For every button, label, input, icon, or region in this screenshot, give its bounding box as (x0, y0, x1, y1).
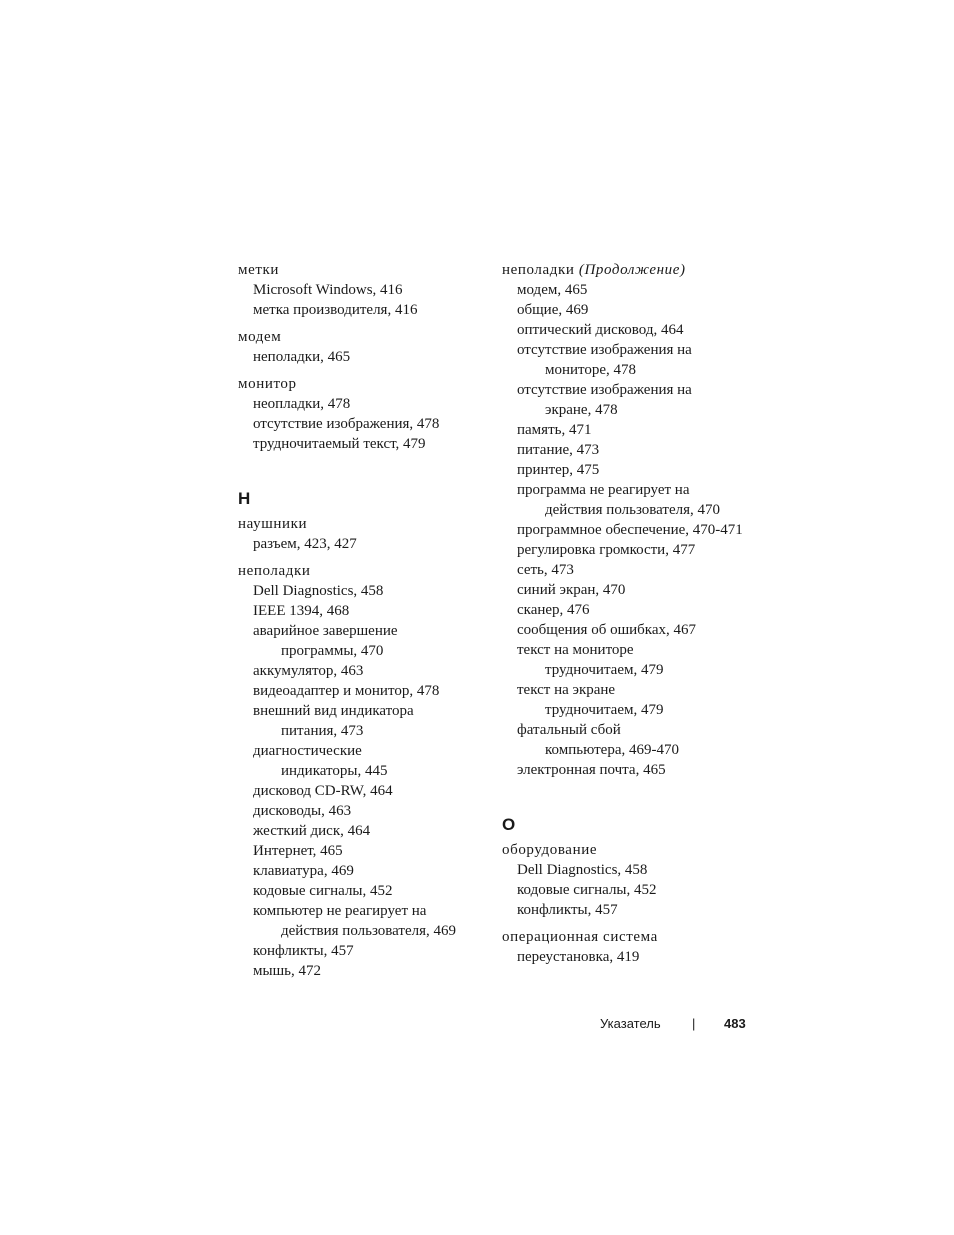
entry-text: электронная почта, 465 (517, 762, 666, 778)
index-subentry (238, 534, 488, 554)
index-subentry-continuation (502, 400, 752, 420)
index-subentry-continuation (238, 761, 488, 781)
page-footer (600, 1015, 746, 1033)
footer-separator: | (692, 1016, 696, 1031)
entry-text: метки (238, 262, 280, 278)
entry-text: неопладки, 478 (253, 396, 351, 412)
index-subentry (502, 580, 752, 600)
index-subentry (502, 947, 752, 967)
index-subentry (502, 340, 752, 360)
section-letter (238, 487, 488, 511)
index-subentry (502, 280, 752, 300)
index-column-right (502, 260, 752, 967)
index-subentry-continuation (502, 500, 752, 520)
entry-text: метка производителя, 416 (253, 302, 418, 318)
entry-text: дисковод CD-RW, 464 (253, 783, 393, 799)
entry-text: сообщения об ошибках, 467 (517, 622, 697, 638)
entry-text: компьютера, 469-470 (545, 742, 679, 758)
index-subentry (238, 781, 488, 801)
index-subentry (238, 280, 488, 300)
index-subentry (502, 720, 752, 740)
index-term (238, 327, 488, 347)
entry-text: питания, 473 (281, 723, 364, 739)
index-subentry (502, 880, 752, 900)
index-subentry (502, 320, 752, 340)
index-subentry (502, 460, 752, 480)
entry-text: О (502, 815, 516, 834)
entry-text: действия пользователя, 469 (281, 923, 457, 939)
index-subentry (238, 801, 488, 821)
index-term (238, 561, 488, 581)
entry-text: конфликты, 457 (253, 943, 354, 959)
entry-text: неполадки (238, 563, 311, 579)
entry-text: аккумулятор, 463 (253, 663, 364, 679)
entry-text: память, 471 (517, 422, 592, 438)
index-subentry (502, 620, 752, 640)
index-subentry-continuation (238, 721, 488, 741)
entry-text: диагностические (253, 743, 362, 759)
index-subentry (238, 434, 488, 454)
index-term (238, 260, 488, 280)
index-subentry (238, 394, 488, 414)
index-subentry (238, 347, 488, 367)
entry-text: текст на экране (517, 682, 616, 698)
index-subentry (502, 520, 752, 540)
index-subentry (238, 601, 488, 621)
entry-text: конфликты, 457 (517, 902, 618, 918)
section-letter (502, 813, 752, 837)
entry-text: трудночитаемый текст, 479 (253, 436, 426, 452)
index-term (502, 260, 752, 280)
footer-section-title: Указатель (600, 1016, 661, 1031)
entry-text: Интернет, 465 (253, 843, 343, 859)
entry-text: общие, 469 (517, 302, 589, 318)
index-subentry-continuation (502, 740, 752, 760)
index-term (502, 927, 752, 947)
index-subentry-continuation (502, 700, 752, 720)
entry-text: неполадки, 465 (253, 349, 351, 365)
entry-text: программа не реагирует на (517, 482, 690, 498)
entry-text: действия пользователя, 470 (545, 502, 721, 518)
entry-text: кодовые сигналы, 452 (517, 882, 657, 898)
entry-text: трудночитаем, 479 (545, 662, 664, 678)
entry-text: клавиатура, 469 (253, 863, 354, 879)
index-subentry (502, 600, 752, 620)
entry-text: принтер, 475 (517, 462, 600, 478)
entry-text: Н (238, 489, 251, 508)
entry-text: дисководы, 463 (253, 803, 352, 819)
index-subentry (502, 900, 752, 920)
entry-text: оптический дисковод, 464 (517, 322, 684, 338)
entry-text: видеоадаптер и монитор, 478 (253, 683, 440, 699)
entry-text: операционная система (502, 929, 658, 945)
entry-text: Dell Diagnostics, 458 (253, 583, 384, 599)
index-subentry (238, 841, 488, 861)
index-subentry (502, 560, 752, 580)
entry-text: переустановка, 419 (517, 949, 640, 965)
index-term (238, 514, 488, 534)
continued-label: (Продолжение) (578, 262, 686, 278)
entry-text: мышь, 472 (253, 963, 321, 979)
entry-text: питание, 473 (517, 442, 600, 458)
index-subentry (502, 540, 752, 560)
page-number: 483 (724, 1016, 746, 1031)
index-subentry (502, 640, 752, 660)
index-subentry (502, 440, 752, 460)
entry-text: фатальный сбой (517, 722, 621, 738)
index-subentry (502, 420, 752, 440)
entry-text: трудночитаем, 479 (545, 702, 664, 718)
index-subentry (238, 881, 488, 901)
index-subentry (502, 680, 752, 700)
index-subentry (238, 961, 488, 981)
entry-text: сеть, 473 (517, 562, 574, 578)
index-subentry (238, 621, 488, 641)
entry-text: Microsoft Windows, 416 (253, 282, 403, 298)
entry-text: IEEE 1394, 468 (253, 603, 350, 619)
index-column-left (238, 260, 488, 981)
index-subentry (502, 860, 752, 880)
entry-text: жесткий диск, 464 (253, 823, 371, 839)
index-subentry (502, 380, 752, 400)
index-subentry (502, 300, 752, 320)
entry-text: модем (238, 329, 282, 345)
entry-text: неполадки (502, 262, 575, 278)
entry-text: модем, 465 (517, 282, 588, 298)
index-subentry-continuation (238, 641, 488, 661)
entry-text: аварийное завершение (253, 623, 398, 639)
entry-text: текст на мониторе (517, 642, 634, 658)
entry-text: программное обеспечение, 470-471 (517, 522, 743, 538)
entry-text: индикаторы, 445 (281, 763, 388, 779)
index-subentry (238, 414, 488, 434)
index-subentry-continuation (238, 921, 488, 941)
entry-text: программы, 470 (281, 643, 384, 659)
index-subentry (238, 300, 488, 320)
index-term (502, 840, 752, 860)
index-subentry (238, 661, 488, 681)
entry-text: разъем, 423, 427 (253, 536, 357, 552)
entry-text: оборудование (502, 842, 598, 858)
entry-text: компьютер не реагирует на (253, 903, 427, 919)
entry-text: мониторе, 478 (545, 362, 637, 378)
index-subentry (238, 741, 488, 761)
entry-text: Dell Diagnostics, 458 (517, 862, 648, 878)
index-subentry (238, 821, 488, 841)
index-subentry (502, 760, 752, 780)
index-subentry-continuation (502, 660, 752, 680)
index-subentry-continuation (502, 360, 752, 380)
index-subentry (238, 941, 488, 961)
entry-text: регулировка громкости, 477 (517, 542, 696, 558)
entry-text: экране, 478 (545, 402, 618, 418)
index-subentry (238, 701, 488, 721)
index-subentry (238, 901, 488, 921)
index-subentry (238, 581, 488, 601)
entry-text: отсутствие изображения на (517, 342, 692, 358)
index-subentry (238, 681, 488, 701)
entry-text: наушники (238, 516, 308, 532)
entry-text: внешний вид индикатора (253, 703, 414, 719)
index-subentry (502, 480, 752, 500)
entry-text: кодовые сигналы, 452 (253, 883, 393, 899)
index-term (238, 374, 488, 394)
entry-text: сканер, 476 (517, 602, 590, 618)
index-subentry (238, 861, 488, 881)
entry-text: отсутствие изображения на (517, 382, 692, 398)
entry-text: отсутствие изображения, 478 (253, 416, 440, 432)
entry-text: монитор (238, 376, 297, 392)
entry-text: синий экран, 470 (517, 582, 626, 598)
